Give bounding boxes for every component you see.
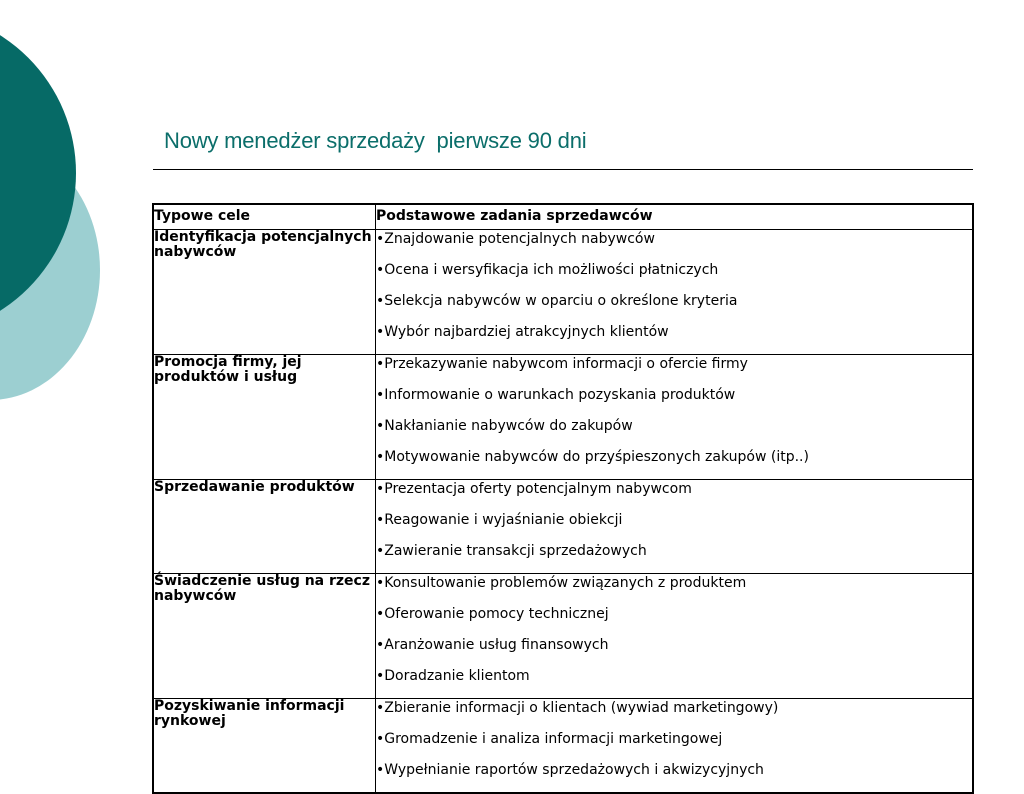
table-row [153,699,973,794]
table-header-row [153,204,973,230]
goal-label: Świadczenie usług na rzecz nabywców [154,573,371,604]
task-item: •Aranżowanie usług finansowych [376,637,609,653]
slide-title: Nowy menedżer sprzedaży pierwsze 90 dni [164,128,587,153]
task-item: •Gromadzenie i analiza informacji marketingowej [376,731,723,747]
table-row [153,480,973,574]
task-item: •Znajdowanie potencjalnych nabywców [376,231,655,247]
sales-tasks-table [152,203,974,794]
task-item: •Oferowanie pomocy technicznej [376,606,609,622]
task-item: •Reagowanie i wyjaśnianie obiekcji [376,512,623,528]
task-item: •Doradzanie klientom [376,668,530,684]
header-tasks: Podstawowe zadania sprzedawców [376,204,974,230]
goal-cell [153,574,376,699]
task-item: •Prezentacja oferty potencjalnym nabywcom [376,481,692,497]
goal-label: Promocja firmy, jej produktów i usług [154,354,302,385]
header-goals: Typowe cele [153,204,376,230]
goal-cell [153,699,376,794]
goal-label: Sprzedawanie produktów [154,479,355,495]
tasks-cell [376,574,974,699]
table-body [153,230,973,794]
goal-label: Identyfikacja potencjalnych nabywców [154,229,372,260]
task-item: •Zawieranie transakcji sprzedażowych [376,543,647,559]
task-item: •Zbieranie informacji o klientach (wywiad marketingowy) [376,700,779,716]
task-item: •Wypełnianie raportów sprzedażowych i akwizycyjnych [376,762,764,778]
tasks-cell [376,230,974,355]
tasks-cell [376,355,974,480]
task-item: •Motywowanie nabywców do przyśpieszonych zakupów (itp..) [376,449,809,465]
task-item: •Nakłanianie nabywców do zakupów [376,418,633,434]
title-divider [153,169,973,170]
goal-label: Pozyskiwanie informacji rynkowej [154,698,345,729]
table-row [153,574,973,699]
table-row [153,355,973,480]
task-item: •Ocena i wersyfikacja ich możliwości płatniczych [376,262,719,278]
goal-cell [153,355,376,480]
task-item: •Selekcja nabywców w oparciu o określone kryteria [376,293,738,309]
table-row [153,230,973,355]
task-item: •Przekazywanie nabywcom informacji o ofercie firmy [376,356,748,372]
task-item: •Konsultowanie problemów związanych z produktem [376,575,747,591]
tasks-cell [376,480,974,574]
goal-cell [153,230,376,355]
goal-cell [153,480,376,574]
task-item: •Wybór najbardziej atrakcyjnych klientów [376,324,669,340]
task-item: •Informowanie o warunkach pozyskania produktów [376,387,736,403]
tasks-cell [376,699,974,794]
